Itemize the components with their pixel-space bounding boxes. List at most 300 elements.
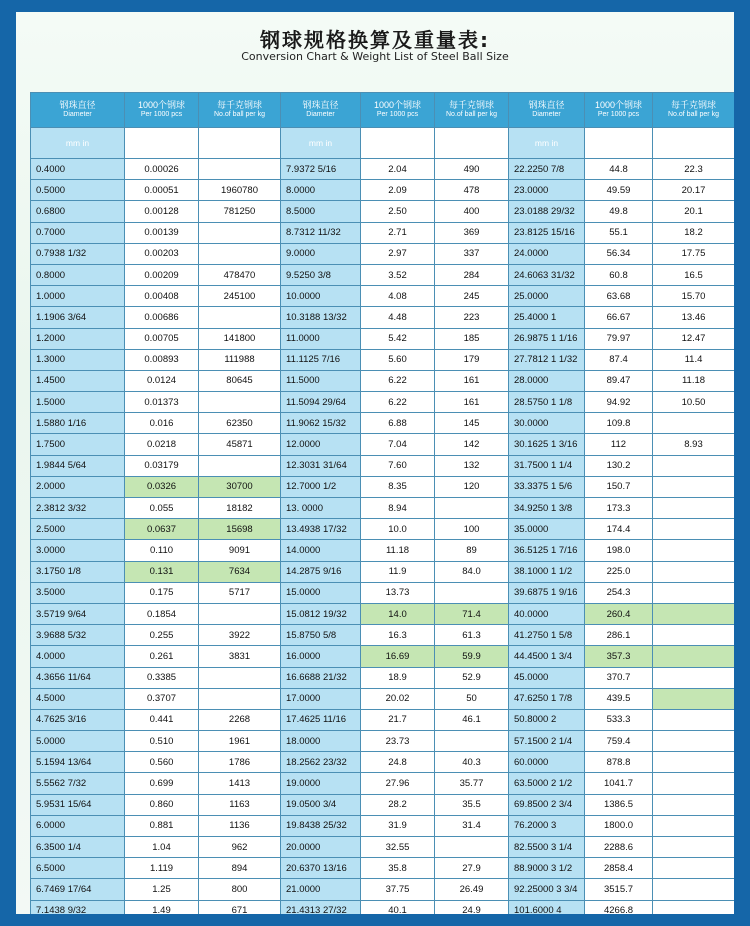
weight-cell: 0.860 [125, 794, 199, 815]
size-cell: 14.2875 9/16 [281, 561, 361, 582]
size-cell: 11.0000 [281, 328, 361, 349]
weight-cell: 4.48 [361, 307, 435, 328]
count-cell: 18182 [199, 498, 281, 519]
weight-cell: 1.04 [125, 837, 199, 858]
table-body [31, 159, 735, 915]
weight-cell: 0.3385 [125, 667, 199, 688]
count-cell: 3831 [199, 646, 281, 667]
size-cell: 0.6800 [31, 201, 125, 222]
size-cell: 10.3188 13/32 [281, 307, 361, 328]
count-cell: 1960780 [199, 180, 281, 201]
weight-cell: 1041.7 [585, 773, 653, 794]
size-cell: 10.0000 [281, 286, 361, 307]
count-cell: 89 [435, 540, 509, 561]
size-cell: 13.4938 17/32 [281, 519, 361, 540]
size-cell: 45.0000 [509, 667, 585, 688]
size-cell: 76.2000 3 [509, 815, 585, 836]
weight-cell: 14.0 [361, 603, 435, 624]
table-row [31, 540, 735, 561]
count-cell: 120 [435, 476, 509, 497]
count-cell: 17.75 [653, 243, 735, 264]
count-cell [653, 625, 735, 646]
count-cell [199, 392, 281, 413]
weight-cell: 0.699 [125, 773, 199, 794]
weight-cell: 0.00705 [125, 328, 199, 349]
weight-cell: 0.0124 [125, 370, 199, 391]
unit-weight: 重(kg) [585, 128, 653, 159]
count-cell [653, 455, 735, 476]
size-cell: 38.1000 1 1/2 [509, 561, 585, 582]
size-cell: 35.0000 [509, 519, 585, 540]
count-cell: 13.46 [653, 307, 735, 328]
count-cell: 10.50 [653, 392, 735, 413]
weight-cell: 0.01373 [125, 392, 199, 413]
count-cell: 71.4 [435, 603, 509, 624]
count-cell [653, 773, 735, 794]
size-cell: 1.5000 [31, 392, 125, 413]
table-row [31, 476, 735, 497]
weight-cell: 2.97 [361, 243, 435, 264]
weight-cell: 759.4 [585, 731, 653, 752]
header-row [31, 93, 735, 128]
count-cell: 245100 [199, 286, 281, 307]
size-cell: 25.0000 [509, 286, 585, 307]
size-cell: 23.0000 [509, 180, 585, 201]
size-cell: 39.6875 1 9/16 [509, 582, 585, 603]
size-cell: 60.0000 [509, 752, 585, 773]
weight-cell: 4266.8 [585, 900, 653, 914]
table-row [31, 773, 735, 794]
weight-cell: 198.0 [585, 540, 653, 561]
size-cell: 63.5000 2 1/2 [509, 773, 585, 794]
weight-cell: 32.55 [361, 837, 435, 858]
size-cell: 4.3656 11/64 [31, 667, 125, 688]
count-cell: 1786 [199, 752, 281, 773]
size-cell: 57.1500 2 1/4 [509, 731, 585, 752]
table-row [31, 498, 735, 519]
count-cell: 50 [435, 688, 509, 709]
weight-cell: 0.03179 [125, 455, 199, 476]
count-cell: 52.9 [435, 667, 509, 688]
table-row [31, 752, 735, 773]
size-cell: 0.5000 [31, 180, 125, 201]
weight-cell: 0.055 [125, 498, 199, 519]
weight-cell: 0.00408 [125, 286, 199, 307]
size-cell: 5.0000 [31, 731, 125, 752]
size-cell: 16.6688 21/32 [281, 667, 361, 688]
weight-cell: 357.3 [585, 646, 653, 667]
weight-cell: 0.00686 [125, 307, 199, 328]
count-cell: 5717 [199, 582, 281, 603]
count-cell: 781250 [199, 201, 281, 222]
unit-count: 个数(近似) about [653, 128, 735, 159]
count-cell: 26.49 [435, 879, 509, 900]
weight-cell: 0.00893 [125, 349, 199, 370]
table-row [31, 413, 735, 434]
weight-cell: 66.67 [585, 307, 653, 328]
size-cell: 3.9688 5/32 [31, 625, 125, 646]
weight-cell: 2.09 [361, 180, 435, 201]
size-cell: 7.9372 5/16 [281, 159, 361, 180]
header-count: 每千克钢球 No.of ball per kg [653, 93, 735, 128]
size-cell: 0.8000 [31, 264, 125, 285]
count-cell [199, 455, 281, 476]
weight-cell: 0.560 [125, 752, 199, 773]
weight-cell: 35.8 [361, 858, 435, 879]
count-cell [199, 243, 281, 264]
title-chinese: 钢球规格换算及重量表: [260, 28, 490, 52]
size-cell: 88.9000 3 1/2 [509, 858, 585, 879]
size-cell: 15.0000 [281, 582, 361, 603]
count-cell [435, 837, 509, 858]
header-count: 每千克钢球 No.of ball per kg [435, 93, 509, 128]
size-cell: 1.5880 1/16 [31, 413, 125, 434]
weight-cell: 44.8 [585, 159, 653, 180]
weight-cell: 79.97 [585, 328, 653, 349]
size-cell: 44.4500 1 3/4 [509, 646, 585, 667]
size-cell: 8.7312 11/32 [281, 222, 361, 243]
size-cell: 69.8500 2 3/4 [509, 794, 585, 815]
size-cell: 4.0000 [31, 646, 125, 667]
weight-cell: 5.60 [361, 349, 435, 370]
count-cell [653, 837, 735, 858]
count-cell: 11.18 [653, 370, 735, 391]
count-cell [653, 582, 735, 603]
size-cell: 3.5000 [31, 582, 125, 603]
size-cell: 1.4500 [31, 370, 125, 391]
weight-cell: 49.8 [585, 201, 653, 222]
count-cell: 40.3 [435, 752, 509, 773]
table-row [31, 159, 735, 180]
count-cell: 369 [435, 222, 509, 243]
unit-weight: 重(kg) [361, 128, 435, 159]
table-row [31, 837, 735, 858]
size-cell: 2.3812 3/32 [31, 498, 125, 519]
count-cell [653, 731, 735, 752]
weight-cell: 130.2 [585, 455, 653, 476]
count-cell [653, 498, 735, 519]
size-cell: 8.5000 [281, 201, 361, 222]
table-row [31, 667, 735, 688]
table-row [31, 328, 735, 349]
count-cell [653, 688, 735, 709]
table-row [31, 519, 735, 540]
weight-cell: 23.73 [361, 731, 435, 752]
weight-cell: 173.3 [585, 498, 653, 519]
weight-cell: 533.3 [585, 709, 653, 730]
count-cell [653, 519, 735, 540]
weight-cell: 0.00026 [125, 159, 199, 180]
size-cell: 1.7500 [31, 434, 125, 455]
count-cell [199, 307, 281, 328]
weight-cell: 16.69 [361, 646, 435, 667]
size-cell: 9.5250 3/8 [281, 264, 361, 285]
count-cell: 490 [435, 159, 509, 180]
size-cell: 6.7469 17/64 [31, 879, 125, 900]
count-cell [653, 815, 735, 836]
table-row [31, 646, 735, 667]
count-cell [653, 646, 735, 667]
count-cell: 11.4 [653, 349, 735, 370]
weight-cell: 0.3707 [125, 688, 199, 709]
weight-cell: 0.441 [125, 709, 199, 730]
count-cell: 1413 [199, 773, 281, 794]
count-cell [653, 476, 735, 497]
count-cell: 30700 [199, 476, 281, 497]
size-cell: 30.0000 [509, 413, 585, 434]
count-cell: 111988 [199, 349, 281, 370]
weight-cell: 10.0 [361, 519, 435, 540]
weight-cell: 31.9 [361, 815, 435, 836]
header-size: 钢珠直径 Diameter [509, 93, 585, 128]
size-cell: 30.1625 1 3/16 [509, 434, 585, 455]
size-cell: 1.3000 [31, 349, 125, 370]
count-cell: 61.3 [435, 625, 509, 646]
weight-cell: 112 [585, 434, 653, 455]
count-cell: 62350 [199, 413, 281, 434]
size-cell: 15.8750 5/8 [281, 625, 361, 646]
size-cell: 3.5719 9/64 [31, 603, 125, 624]
table-row [31, 709, 735, 730]
count-cell: 478 [435, 180, 509, 201]
count-cell [435, 731, 509, 752]
size-cell: 5.1594 13/64 [31, 752, 125, 773]
count-cell: 1961 [199, 731, 281, 752]
count-cell: 245 [435, 286, 509, 307]
weight-cell: 2288.6 [585, 837, 653, 858]
size-cell: 31.7500 1 1/4 [509, 455, 585, 476]
table-row [31, 603, 735, 624]
weight-cell: 0.00209 [125, 264, 199, 285]
size-cell: 20.6370 13/16 [281, 858, 361, 879]
count-cell: 337 [435, 243, 509, 264]
weight-cell: 0.00051 [125, 180, 199, 201]
weight-cell: 0.1854 [125, 603, 199, 624]
weight-cell: 2.71 [361, 222, 435, 243]
size-cell: 19.8438 25/32 [281, 815, 361, 836]
weight-cell: 0.0218 [125, 434, 199, 455]
weight-cell: 1.49 [125, 900, 199, 914]
unit-count: 个数(近似) about [199, 128, 281, 159]
header-size: 钢珠直径 Diameter [281, 93, 361, 128]
weight-cell: 0.016 [125, 413, 199, 434]
size-cell: 17.4625 11/16 [281, 709, 361, 730]
count-cell: 9091 [199, 540, 281, 561]
count-cell: 223 [435, 307, 509, 328]
unit-weight: 重(kg) [125, 128, 199, 159]
count-cell: 1163 [199, 794, 281, 815]
header-count: 每千克钢球 No.of ball per kg [199, 93, 281, 128]
count-cell: 132 [435, 455, 509, 476]
count-cell: 894 [199, 858, 281, 879]
size-cell: 25.4000 1 [509, 307, 585, 328]
weight-cell: 87.4 [585, 349, 653, 370]
size-cell: 27.7812 1 1/32 [509, 349, 585, 370]
weight-cell: 94.92 [585, 392, 653, 413]
weight-cell: 2858.4 [585, 858, 653, 879]
weight-cell: 1800.0 [585, 815, 653, 836]
count-cell: 671 [199, 900, 281, 914]
count-cell: 46.1 [435, 709, 509, 730]
size-cell: 0.7938 1/32 [31, 243, 125, 264]
size-cell: 4.7625 3/16 [31, 709, 125, 730]
table-row [31, 243, 735, 264]
weight-cell: 7.60 [361, 455, 435, 476]
weight-cell: 13.73 [361, 582, 435, 603]
size-cell: 24.0000 [509, 243, 585, 264]
count-cell: 20.17 [653, 180, 735, 201]
count-cell: 84.0 [435, 561, 509, 582]
weight-cell: 1386.5 [585, 794, 653, 815]
header-weight: 1000个钢球 Per 1000 pcs [585, 93, 653, 128]
table-row [31, 879, 735, 900]
size-cell: 47.6250 1 7/8 [509, 688, 585, 709]
size-cell: 36.5125 1 7/16 [509, 540, 585, 561]
weight-cell: 16.3 [361, 625, 435, 646]
count-cell: 478470 [199, 264, 281, 285]
weight-cell: 6.22 [361, 392, 435, 413]
weight-cell: 286.1 [585, 625, 653, 646]
table-row [31, 286, 735, 307]
size-cell: 21.0000 [281, 879, 361, 900]
size-cell: 16.0000 [281, 646, 361, 667]
weight-cell: 7.04 [361, 434, 435, 455]
weight-cell: 3.52 [361, 264, 435, 285]
size-cell: 19.0000 [281, 773, 361, 794]
size-cell: 1.1906 3/64 [31, 307, 125, 328]
size-cell: 6.3500 1/4 [31, 837, 125, 858]
count-cell: 8.93 [653, 434, 735, 455]
count-cell: 962 [199, 837, 281, 858]
count-cell [653, 900, 735, 914]
count-cell: 800 [199, 879, 281, 900]
table-row [31, 900, 735, 914]
table-row [31, 264, 735, 285]
weight-cell: 6.22 [361, 370, 435, 391]
table-row [31, 688, 735, 709]
weight-cell: 1.119 [125, 858, 199, 879]
size-cell: 3.0000 [31, 540, 125, 561]
weight-cell: 8.94 [361, 498, 435, 519]
weight-cell: 0.0326 [125, 476, 199, 497]
count-cell: 35.77 [435, 773, 509, 794]
size-cell: 11.9062 15/32 [281, 413, 361, 434]
size-cell: 5.9531 15/64 [31, 794, 125, 815]
count-cell: 400 [435, 201, 509, 222]
size-cell: 1.9844 5/64 [31, 455, 125, 476]
table-row [31, 201, 735, 222]
unit-count: 个数(近似) about [435, 128, 509, 159]
weight-cell: 254.3 [585, 582, 653, 603]
size-cell: 2.5000 [31, 519, 125, 540]
size-cell: 1.2000 [31, 328, 125, 349]
size-cell: 18.2562 23/32 [281, 752, 361, 773]
weight-cell: 225.0 [585, 561, 653, 582]
weight-cell: 40.1 [361, 900, 435, 914]
size-cell: 101.6000 4 [509, 900, 585, 914]
count-cell [199, 667, 281, 688]
count-cell [653, 752, 735, 773]
size-cell: 33.3375 1 5/6 [509, 476, 585, 497]
weight-cell: 174.4 [585, 519, 653, 540]
table-row [31, 307, 735, 328]
count-cell: 20.1 [653, 201, 735, 222]
count-cell [653, 561, 735, 582]
weight-cell: 2.04 [361, 159, 435, 180]
weight-cell: 439.5 [585, 688, 653, 709]
count-cell: 142 [435, 434, 509, 455]
count-cell [435, 498, 509, 519]
weight-cell: 0.255 [125, 625, 199, 646]
weight-cell: 55.1 [585, 222, 653, 243]
count-cell [653, 879, 735, 900]
size-cell: 13. 0000 [281, 498, 361, 519]
count-cell: 1136 [199, 815, 281, 836]
weight-cell: 109.8 [585, 413, 653, 434]
header-weight: 1000个钢球 Per 1000 pcs [361, 93, 435, 128]
table-row [31, 349, 735, 370]
weight-cell: 0.00139 [125, 222, 199, 243]
count-cell: 59.9 [435, 646, 509, 667]
table-row [31, 180, 735, 201]
weight-cell: 63.68 [585, 286, 653, 307]
header-size: 钢珠直径 Diameter [31, 93, 125, 128]
size-cell: 7.1438 9/32 [31, 900, 125, 914]
weight-cell: 8.35 [361, 476, 435, 497]
size-cell: 11.5000 [281, 370, 361, 391]
table-row [31, 561, 735, 582]
weight-cell: 0.0637 [125, 519, 199, 540]
size-cell: 0.7000 [31, 222, 125, 243]
weight-cell: 49.59 [585, 180, 653, 201]
title-english: Conversion Chart & Weight List of Steel Ball Size [241, 50, 509, 63]
count-cell [435, 582, 509, 603]
table-row [31, 794, 735, 815]
weight-cell: 3515.7 [585, 879, 653, 900]
size-cell: 28.0000 [509, 370, 585, 391]
units-row [31, 128, 735, 159]
count-cell: 185 [435, 328, 509, 349]
table-row [31, 370, 735, 391]
count-cell: 100 [435, 519, 509, 540]
table-row [31, 392, 735, 413]
weight-cell: 56.34 [585, 243, 653, 264]
weight-cell: 11.18 [361, 540, 435, 561]
size-cell: 5.5562 7/32 [31, 773, 125, 794]
weight-cell: 18.9 [361, 667, 435, 688]
count-cell [199, 159, 281, 180]
size-cell: 19.0500 3/4 [281, 794, 361, 815]
count-cell: 80645 [199, 370, 281, 391]
size-cell: 28.5750 1 1/8 [509, 392, 585, 413]
size-cell: 92.25000 3 3/4 [509, 879, 585, 900]
count-cell [653, 540, 735, 561]
size-cell: 23.8125 15/16 [509, 222, 585, 243]
count-cell: 16.5 [653, 264, 735, 285]
count-cell: 7634 [199, 561, 281, 582]
count-cell: 35.5 [435, 794, 509, 815]
size-cell: 6.5000 [31, 858, 125, 879]
size-cell: 11.1125 7/16 [281, 349, 361, 370]
table-row [31, 434, 735, 455]
size-cell: 23.0188 29/32 [509, 201, 585, 222]
size-cell: 9.0000 [281, 243, 361, 264]
count-cell: 3922 [199, 625, 281, 646]
weight-cell: 0.00128 [125, 201, 199, 222]
weight-cell: 260.4 [585, 603, 653, 624]
weight-cell: 1.25 [125, 879, 199, 900]
unit-size: mm in [31, 128, 125, 159]
